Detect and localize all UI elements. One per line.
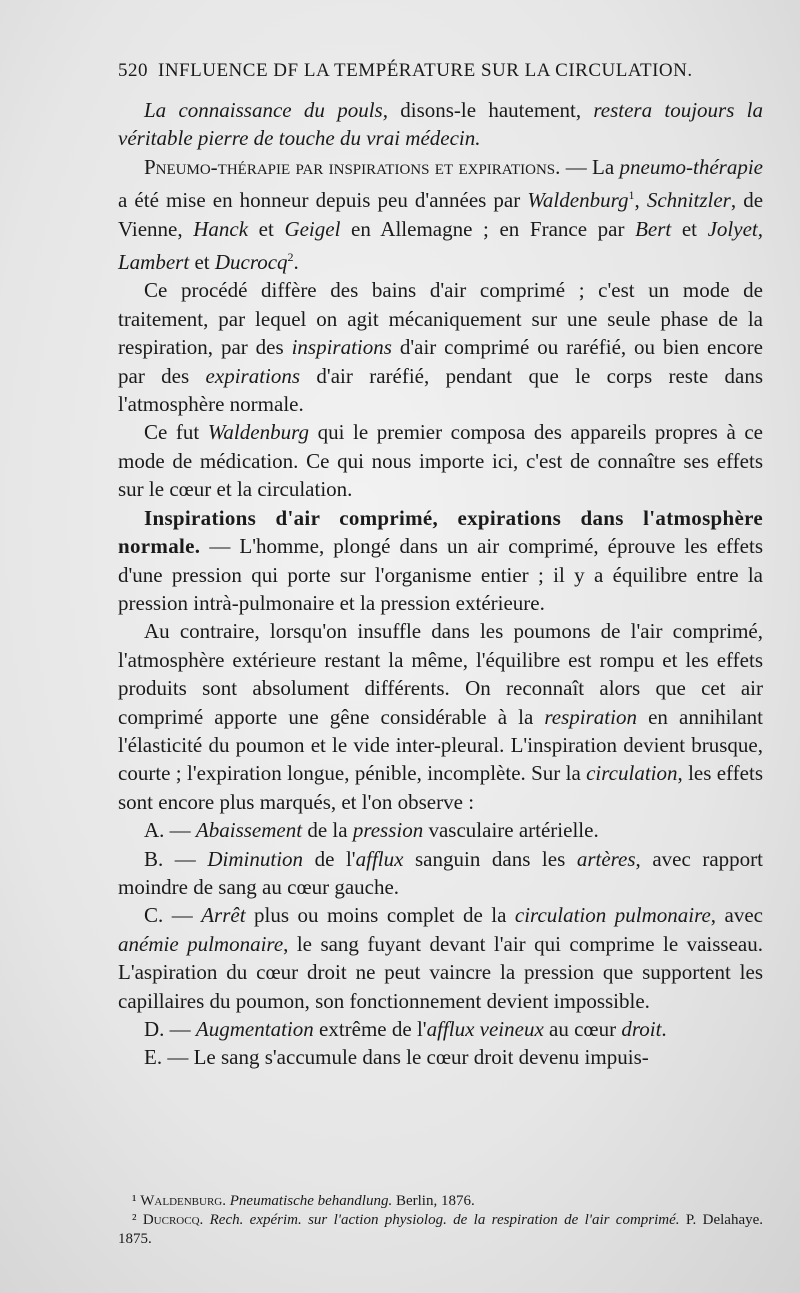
text-run: extrême de l' — [313, 1017, 427, 1041]
italic-text: Ducrocq — [214, 250, 288, 275]
footnote-2 — [118, 1211, 763, 1249]
italic-text: La connaissance du pouls, — [144, 98, 388, 122]
list-item-e — [118, 1043, 763, 1071]
text-run: plus ou moins complet de la — [245, 903, 515, 928]
list-item-c — [118, 901, 763, 1015]
italic-text: Bert — [635, 216, 672, 241]
text-run: disons-le hautement, — [387, 98, 594, 122]
list-label: B. — — [144, 846, 208, 871]
italic-text: pneumo-thérapie — [619, 154, 763, 179]
list-label: C. — — [144, 903, 202, 928]
paragraph-inspirations — [118, 504, 763, 618]
italic-text: Diminution — [207, 846, 304, 871]
italic-text: circulation pulmonaire — [514, 903, 711, 928]
footnote-mark: ² — [132, 1212, 137, 1228]
body-text — [118, 96, 763, 1072]
footnote-author: Ducrocq. — [142, 1212, 204, 1228]
text-run: en Allemagne ; en France par — [340, 216, 636, 241]
italic-text: inspirations — [291, 335, 392, 360]
text-run: sanguin dans les — [403, 846, 577, 871]
text-run: de la — [302, 818, 353, 843]
text-run: Le sang s'accumule dans le cœur droit devenu impuis- — [193, 1045, 649, 1070]
text-run: d'air raréfié, pendant que le corps reste dans l'atmosphère normale. — [118, 363, 763, 417]
list-item-a — [118, 816, 763, 844]
footnote-ref: 2 — [287, 250, 294, 265]
list-label: D. — — [144, 1017, 196, 1041]
italic-text: afflux veineux — [426, 1017, 544, 1041]
italic-text: circulation — [586, 761, 678, 786]
text-run: , de Vienne, — [118, 188, 764, 241]
text-run: Au contraire, lorsqu'on insuffle dans les poumons de l'air comprimé, l'atmosphère extérieure restant la même, l'équilibre est rompu et les effets produits sont absolument différents. On reconnaît alors que cet air comprimé apporte une gêne considérable à la — [118, 619, 763, 729]
text-run: au cœur — [543, 1017, 622, 1041]
list-item-d — [118, 1015, 763, 1043]
footnote-1 — [118, 1192, 763, 1211]
paragraph-waldenburg — [118, 418, 763, 503]
italic-text: Waldenburg — [207, 420, 309, 445]
italic-text: afflux — [355, 846, 404, 871]
list-label: E. — — [144, 1045, 194, 1070]
paragraph-procede — [118, 276, 763, 418]
footnote-author: Waldenburg. — [140, 1193, 226, 1209]
list-label: A. — — [144, 818, 196, 843]
text-run: . — [661, 1017, 667, 1041]
text-run: . — [293, 250, 299, 275]
text-run: et — [189, 250, 215, 275]
italic-text: respiration — [544, 704, 637, 729]
footnotes — [118, 1192, 763, 1249]
italic-text: restera toujours la véritable pierre de touche du vrai médecin. — [118, 98, 764, 151]
text-run: en annihilant l'élasticité du poumon et le vide inter-pleural. L'inspiration devient brusque, courte ; l'expiration longue, pénible, incomplète. Sur la — [118, 704, 763, 786]
italic-text: droit — [621, 1017, 662, 1041]
text-run: , — [634, 188, 647, 213]
page-number: 520 — [118, 60, 148, 81]
paragraph-pneumo-therapie — [118, 153, 763, 277]
text-run: Ce fut — [144, 420, 208, 445]
italic-text: Abaissement — [195, 818, 303, 843]
italic-text: expirations — [205, 363, 301, 388]
list-item-b — [118, 845, 763, 902]
text-run: , les effets sont encore plus marqués, et l'on observe : — [118, 761, 763, 814]
text-run: — La — [560, 154, 620, 179]
text-run: vasculaire artérielle. — [423, 818, 599, 843]
footnote-ref: 1 — [628, 188, 635, 203]
text-run: a été mise en honneur depuis peu d'années par — [118, 188, 528, 213]
italic-text: Waldenburg — [527, 188, 629, 213]
italic-text: Schnitzler — [646, 188, 731, 213]
text-run: — L'homme, plongé dans un air comprimé, éprouve les effets d'une pression qui porte sur l'organisme entier ; il y a équilibre entre la pression intrà-pulmonaire et la pression extérieure. — [118, 534, 763, 615]
italic-text: artères — [576, 846, 636, 871]
text-run: , avec rapport moindre de sang au cœur gauche. — [118, 846, 763, 899]
italic-text: anémie pulmonaire — [118, 931, 284, 956]
text-run: qui le premier composa des appareils propres à ce mode de médication. Ce qui nous importe ici, c'est de connaître ses effets sur le cœur et la circulation. — [118, 420, 764, 502]
italic-text: Geigel — [284, 216, 341, 241]
italic-text: Augmentation — [195, 1017, 314, 1041]
footnote-mark: ¹ — [132, 1193, 137, 1209]
paragraph-au-contraire — [118, 617, 763, 816]
section-heading: Pneumo-thérapie par inspirations et expirations. — [144, 154, 561, 179]
text-run: et — [248, 216, 285, 241]
text-run: , avec — [710, 903, 763, 928]
running-header — [118, 60, 758, 82]
section-heading: Inspirations d'air comprimé, expirations dans l'atmosphère normale. — [118, 505, 763, 559]
footnote-title: Rech. expérim. sur l'action physiolog. de la respiration de l'air comprimé. — [209, 1212, 680, 1228]
footnote-text: P. Delahaye. 1875. — [118, 1212, 764, 1247]
text-run: Ce procédé diffère des bains d'air comprimé ; c'est un mode de traitement, par lequel on agit mécaniquement sur une seule phase de la respiration, par des — [118, 278, 763, 360]
paragraph-pouls — [118, 96, 763, 153]
text-run: , le sang fuyant devant l'air qui comprime le vaisseau. L'aspiration du cœur droit ne peut vaincre la pression que supportent les capillaires du poumon, son fonctionnement devient impossible. — [118, 931, 763, 1013]
running-title: INFLUENCE DF LA TEMPÉRATURE SUR LA CIRCULATION. — [158, 60, 693, 81]
italic-text: Jolyet, Lambert — [118, 216, 763, 275]
footnote-title: Pneumatische behandlung. — [229, 1193, 393, 1209]
italic-text: Hanck — [193, 216, 249, 241]
italic-text: Arrêt — [201, 903, 246, 928]
footnote-text: Berlin, 1876. — [392, 1193, 475, 1209]
text-run: et — [671, 216, 708, 241]
text-run: de l' — [303, 846, 356, 871]
text-run: d'air comprimé ou raréfié, ou bien encore par des — [118, 335, 763, 388]
italic-text: pression — [352, 818, 424, 843]
